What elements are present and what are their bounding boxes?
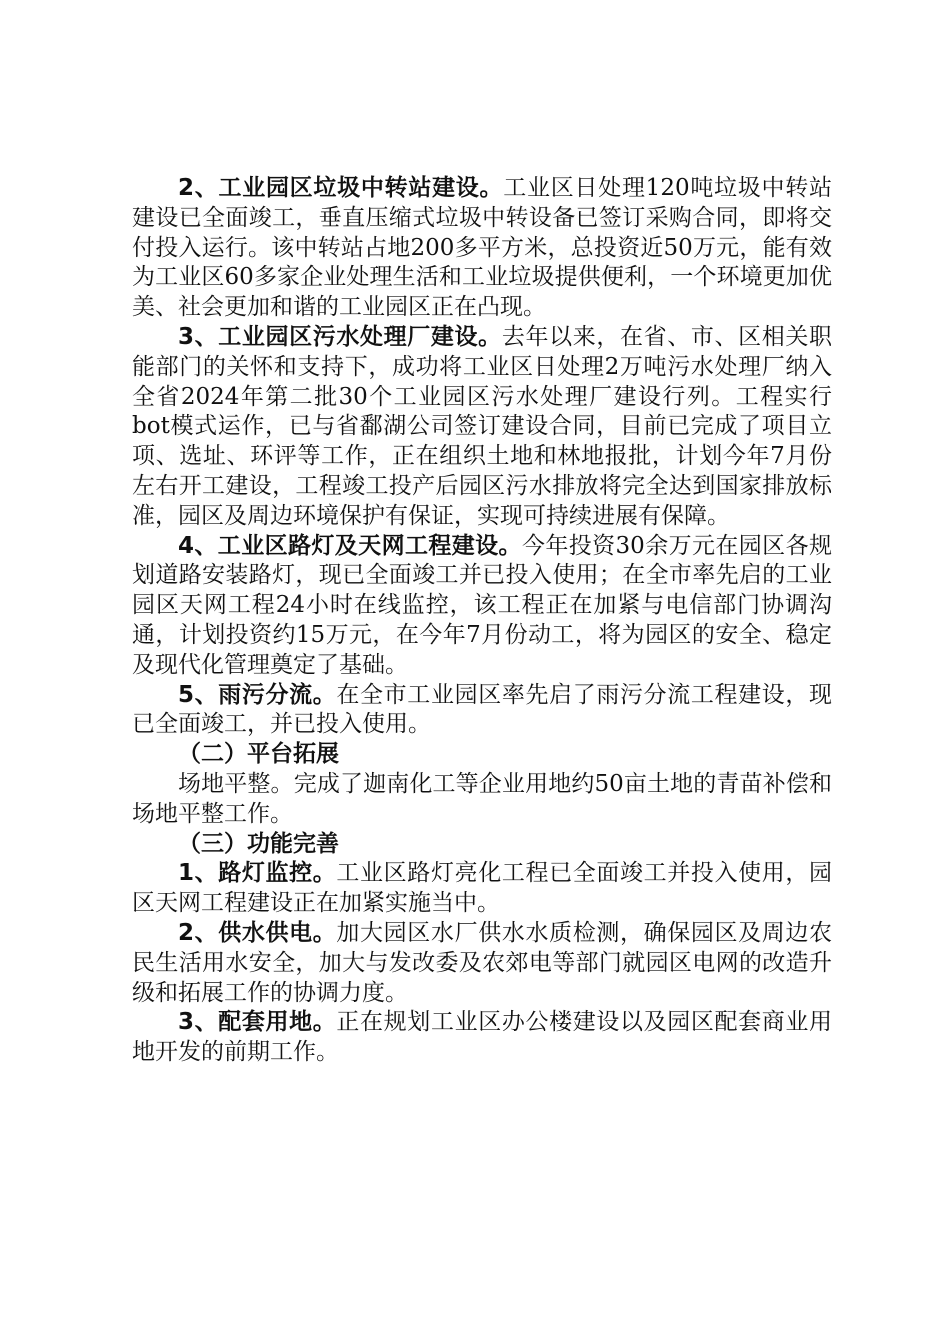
section-heading-platform — [132, 740, 832, 770]
paragraph-lead: 3、配套用地。 — [178, 1009, 337, 1036]
paragraph-lead: 5、雨污分流。 — [178, 681, 337, 708]
paragraph-garbage-station — [132, 174, 832, 323]
paragraph-lead: 4、工业区路灯及天网工程建设。 — [178, 532, 522, 559]
paragraph-text: 去年以来，在省、市、区相关职能部门的关怀和支持下，成功将工业区日处理2万吨污水处理厂纳入全省2024年第二批30个工业园区污水处理厂建设行列。工程实行bot模式运作，已与省鄱湖公司签订建设合同，目前已完成了项目立项、选址、环评等工作，正在组织土地和林地报批，计划今年7月份左右开工建设，工程竣工投产后园区污水排放将完全达到国家排放标准，园区及周边环境保护有保证，实现可持续进展有保障。 — [132, 323, 832, 529]
paragraph-text: 工业区日处理120吨垃圾中转站建设已全面竣工，垂直压缩式垃圾中转设备已签订采购合同，即将交付投入运行。该中转站占地200多平方米，总投资近50万元，能有效为工业区60多家企业处理生活和工业垃圾提供便利，一个环境更加优美、社会更加和谐的工业园区正在凸现。 — [132, 175, 832, 321]
paragraph-text: 工业区路灯亮化工程已全面竣工并投入使用，园区天网工程建设正在加紧实施当中。 — [132, 860, 833, 917]
paragraph-sewage-plant — [132, 323, 832, 532]
section-heading-text: （二）平台拓展 — [178, 741, 339, 768]
paragraph-streetlight-skynet — [132, 532, 832, 681]
paragraph-lead: 1、路灯监控。 — [178, 860, 337, 887]
section-heading-text: （三）功能完善 — [178, 830, 339, 857]
paragraph-lead: 3、工业园区污水处理厂建设。 — [178, 323, 502, 350]
paragraph-light-monitoring — [132, 859, 832, 919]
paragraph-lead: 2、工业园区垃圾中转站建设。 — [178, 175, 504, 201]
paragraph-supporting-land — [132, 1008, 832, 1068]
paragraph-text: 加大园区水厂供水水质检测，确保园区及周边农民生活用水安全，加大与发改委及农郊电等部门就园区电网的改造升级和拓展工作的协调力度。 — [132, 919, 833, 1006]
paragraph-text: 在全市工业园区率先启了雨污分流工程建设，现已全面竣工，并已投入使用。 — [132, 681, 833, 738]
paragraph-site-leveling — [132, 770, 832, 830]
paragraph-text: 场地平整。完成了迦南化工等企业用地约50亩土地的青苗补偿和场地平整工作。 — [132, 770, 832, 827]
document-page — [132, 174, 832, 1068]
paragraph-text: 正在规划工业区办公楼建设以及园区配套商业用地开发的前期工作。 — [132, 1009, 833, 1066]
paragraph-text: 今年投资30余万元在园区各规划道路安装路灯，现已全面竣工并已投入使用；在全市率先启的工业园区天网工程24小时在线监控，该工程正在加紧与电信部门协调沟通，计划投资约15万元，在今年7月份动工，将为园区的安全、稳定及现代化管理奠定了基础。 — [132, 532, 832, 678]
paragraph-lead: 2、供水供电。 — [178, 919, 337, 946]
section-heading-function — [132, 830, 832, 860]
paragraph-water-power — [132, 919, 832, 1008]
paragraph-rain-sewage — [132, 681, 832, 741]
